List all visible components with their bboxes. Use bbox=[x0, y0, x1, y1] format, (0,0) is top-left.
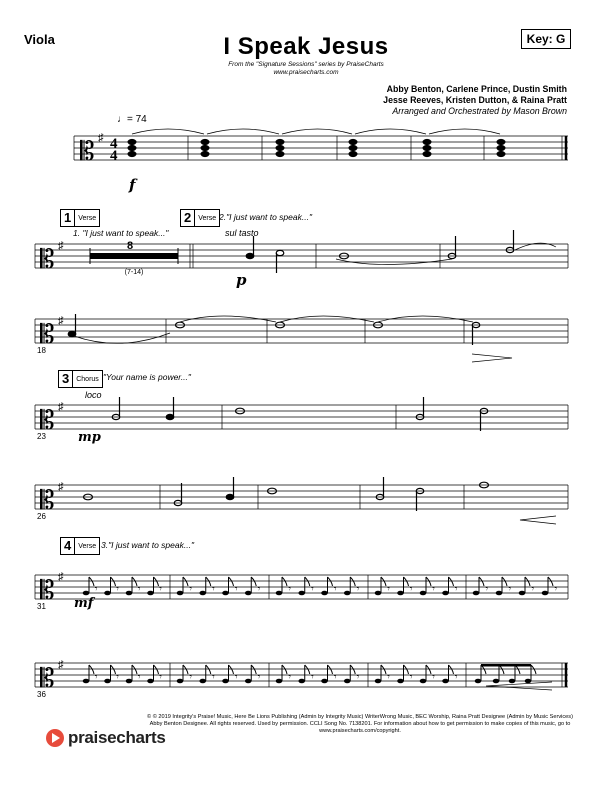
rehearsal-label: Verse bbox=[78, 214, 97, 222]
eighth-note bbox=[493, 679, 500, 684]
eighth-rest-icon: 𝄾 bbox=[454, 584, 458, 595]
cue-text: 2."I just want to speak..." bbox=[219, 212, 312, 222]
eighth-rest-icon: 𝄾 bbox=[531, 584, 535, 595]
staff-system-7 bbox=[35, 663, 568, 690]
dynamic-forte: f bbox=[129, 176, 136, 194]
key-box: Key: G bbox=[521, 29, 571, 49]
svg-text:♯: ♯ bbox=[58, 401, 64, 413]
alto-clef-icon: 𝄡 bbox=[40, 664, 55, 694]
eighth-note bbox=[420, 591, 427, 596]
eighth-note bbox=[83, 591, 90, 596]
rehearsal-mark-2 bbox=[180, 209, 220, 227]
eighth-note bbox=[126, 591, 133, 596]
eighth-note bbox=[496, 591, 503, 596]
eighth-rest-icon: 𝄾 bbox=[356, 672, 360, 683]
rehearsal-number: 4 bbox=[61, 538, 75, 554]
multirest bbox=[90, 248, 178, 264]
staff-system-3 bbox=[35, 316, 568, 362]
rehearsal-label: Chorus bbox=[76, 375, 99, 383]
eighth-note bbox=[83, 679, 90, 684]
eighth-note bbox=[375, 679, 382, 684]
eighth-rest-icon: 𝄾 bbox=[387, 672, 390, 683]
svg-text:4: 4 bbox=[110, 148, 118, 164]
eighth-note bbox=[344, 679, 351, 684]
eighth-note bbox=[199, 679, 206, 684]
dynamic-mezzo-forte: mf bbox=[74, 596, 94, 611]
eighth-note bbox=[147, 591, 154, 596]
alto-clef-icon: 𝄡 bbox=[40, 320, 55, 350]
instrument-name: Viola bbox=[24, 32, 55, 47]
svg-text:♯: ♯ bbox=[58, 659, 64, 671]
measure-number: 31 bbox=[37, 602, 46, 611]
eighth-note bbox=[397, 591, 404, 596]
eighth-note bbox=[509, 679, 516, 684]
eighth-note bbox=[298, 591, 305, 596]
eighth-rest-icon: 𝄾 bbox=[387, 584, 390, 595]
cue-text: 3."I just want to speak..." bbox=[101, 540, 194, 550]
eighth-rest-icon: 𝄾 bbox=[116, 672, 119, 683]
eighth-rest-icon: 𝄾 bbox=[454, 672, 458, 683]
eighth-rest-icon: 𝄾 bbox=[554, 584, 558, 595]
measure-number: 26 bbox=[37, 512, 46, 521]
eighth-rest-icon: 𝄾 bbox=[333, 672, 337, 683]
song-title: I Speak Jesus bbox=[223, 33, 389, 60]
dynamic-piano: p bbox=[236, 271, 247, 289]
eighth-rest-icon: 𝄾 bbox=[159, 672, 162, 683]
eighth-rest-icon: 𝄾 bbox=[311, 584, 314, 595]
cue-text: 1. "I just want to speak..." bbox=[73, 228, 169, 238]
multirest-range: (7-14) bbox=[124, 269, 144, 276]
staff-system-1 bbox=[74, 129, 568, 160]
eighth-rest-icon: 𝄾 bbox=[288, 584, 292, 595]
eighth-rest-icon: 𝄾 bbox=[234, 672, 238, 683]
rehearsal-mark-4 bbox=[60, 537, 100, 555]
dynamic-mezzo-piano: mp bbox=[78, 430, 101, 445]
eighth-note bbox=[222, 679, 229, 684]
eighth-rest-icon: 𝄾 bbox=[311, 672, 314, 683]
eighth-rest-icon: 𝄾 bbox=[189, 672, 193, 683]
eighth-rest-icon: 𝄾 bbox=[159, 584, 162, 595]
eighth-note bbox=[276, 679, 283, 684]
eighth-note bbox=[177, 679, 184, 684]
sul-tasto-marking: sul tasto bbox=[225, 228, 259, 238]
eighth-note bbox=[397, 679, 404, 684]
eighth-rest-icon: 𝄾 bbox=[94, 584, 98, 595]
staff-system-4 bbox=[35, 405, 568, 429]
eighth-note bbox=[442, 679, 449, 684]
system-2-notes bbox=[246, 230, 514, 273]
eighth-rest-icon: 𝄾 bbox=[137, 672, 141, 683]
svg-text:♯: ♯ bbox=[58, 240, 64, 252]
subtitle-series: From the "Signature Sessions" series by PraiseCharts bbox=[228, 61, 384, 68]
eighth-note bbox=[147, 679, 154, 684]
eighth-note bbox=[375, 591, 382, 596]
eighth-note bbox=[321, 679, 328, 684]
system-7-notes bbox=[83, 664, 536, 683]
eighth-rest-icon: 𝄾 bbox=[137, 584, 141, 595]
svg-text:♯: ♯ bbox=[98, 132, 104, 144]
eighth-rest-icon: 𝄾 bbox=[409, 584, 413, 595]
measure-number: 23 bbox=[37, 432, 46, 441]
eighth-rest-icon: 𝄾 bbox=[356, 584, 360, 595]
eighth-note bbox=[177, 591, 184, 596]
rehearsal-number: 3 bbox=[59, 371, 73, 387]
cue-text: "Your name is power..." bbox=[103, 372, 191, 382]
eighth-rest-icon: 𝄾 bbox=[212, 672, 215, 683]
tempo-value: = 74 bbox=[127, 114, 147, 125]
eighth-note bbox=[245, 679, 252, 684]
alto-clef-icon: 𝄡 bbox=[40, 406, 55, 436]
eighth-rest-icon: 𝄾 bbox=[485, 584, 489, 595]
eighth-note bbox=[104, 679, 111, 684]
loco-marking: loco bbox=[85, 390, 102, 400]
rehearsal-label: Verse bbox=[78, 542, 97, 550]
eighth-rest-icon: 𝄾 bbox=[288, 672, 292, 683]
eighth-rest-icon: 𝄾 bbox=[116, 584, 119, 595]
eighth-note bbox=[321, 591, 328, 596]
eighth-note bbox=[104, 591, 111, 596]
system-5-notes bbox=[84, 477, 489, 511]
eighth-note bbox=[199, 591, 206, 596]
eighth-rest-icon: 𝄾 bbox=[94, 672, 98, 683]
alto-clef-icon: 𝄡 bbox=[40, 245, 55, 275]
rehearsal-label: Verse bbox=[198, 214, 217, 222]
system-6-notes bbox=[83, 577, 558, 595]
alto-clef-icon: 𝄡 bbox=[40, 576, 55, 606]
alto-clef-icon: 𝄡 bbox=[40, 486, 55, 516]
measure-number: 18 bbox=[37, 346, 46, 355]
copyright-notice: © © 2019 Integrity's Praise! Music, Here Be Lions Publishing (Admin by Integrity Music) WriterWrong Music, BEC Worship, Raina Pratt Designee (Admin by Music Services) Abby Benton Designee. All rights reserved. Used by permission. CCLI Song No. 7138201. For information about how to get permission to make copies of this music, go to www.praisecharts.com/copyright. bbox=[147, 714, 573, 735]
credits-writers-1: Abby Benton, Carlene Prince, Dustin Smith bbox=[386, 84, 567, 94]
eighth-rest-icon: 𝄾 bbox=[234, 584, 238, 595]
eighth-rest-icon: 𝄾 bbox=[257, 672, 261, 683]
play-logo-icon bbox=[46, 729, 64, 747]
eighth-note bbox=[245, 591, 252, 596]
alto-clef-icon: 𝄡 bbox=[80, 137, 95, 167]
eighth-note bbox=[473, 591, 480, 596]
rehearsal-number: 1 bbox=[61, 210, 75, 226]
time-signature bbox=[110, 136, 118, 164]
system-4-notes bbox=[112, 397, 488, 431]
eighth-rest-icon: 𝄾 bbox=[508, 584, 512, 595]
eighth-note bbox=[525, 679, 532, 684]
subtitle-url: www.praisecharts.com bbox=[273, 69, 339, 76]
svg-text:4: 4 bbox=[110, 136, 118, 152]
rehearsal-number: 2 bbox=[181, 210, 195, 226]
eighth-rest-icon: 𝄾 bbox=[432, 584, 435, 595]
beam bbox=[481, 664, 531, 667]
rehearsal-mark-1 bbox=[60, 209, 100, 227]
eighth-note bbox=[420, 679, 427, 684]
eighth-note bbox=[475, 679, 482, 684]
multirest-count: 8 bbox=[126, 240, 134, 252]
measure-number: 36 bbox=[37, 690, 46, 699]
eighth-rest-icon: 𝄾 bbox=[212, 584, 215, 595]
rehearsal-mark-3 bbox=[58, 370, 103, 388]
eighth-note bbox=[519, 591, 526, 596]
staff-system-5 bbox=[35, 485, 568, 524]
eighth-note bbox=[344, 591, 351, 596]
quarter-note-icon: ♩ bbox=[117, 114, 127, 125]
eighth-note bbox=[276, 591, 283, 596]
credits-arranger: Arranged and Orchestrated by Mason Brown bbox=[392, 106, 567, 116]
eighth-rest-icon: 𝄾 bbox=[189, 584, 193, 595]
logo-wordmark: praisecharts bbox=[68, 728, 166, 747]
credits-writers-2: Jesse Reeves, Kristen Dutton, & Raina Pratt bbox=[383, 95, 567, 105]
eighth-note bbox=[442, 591, 449, 596]
eighth-note bbox=[542, 591, 549, 596]
eighth-note bbox=[222, 591, 229, 596]
eighth-rest-icon: 𝄾 bbox=[257, 584, 261, 595]
svg-text:♯: ♯ bbox=[58, 571, 64, 583]
svg-text:♯: ♯ bbox=[58, 481, 64, 493]
svg-text:♯: ♯ bbox=[58, 315, 64, 327]
eighth-rest-icon: 𝄾 bbox=[333, 584, 337, 595]
eighth-rest-icon: 𝄾 bbox=[432, 672, 435, 683]
eighth-note bbox=[126, 679, 133, 684]
eighth-note bbox=[298, 679, 305, 684]
eighth-rest-icon: 𝄾 bbox=[409, 672, 413, 683]
